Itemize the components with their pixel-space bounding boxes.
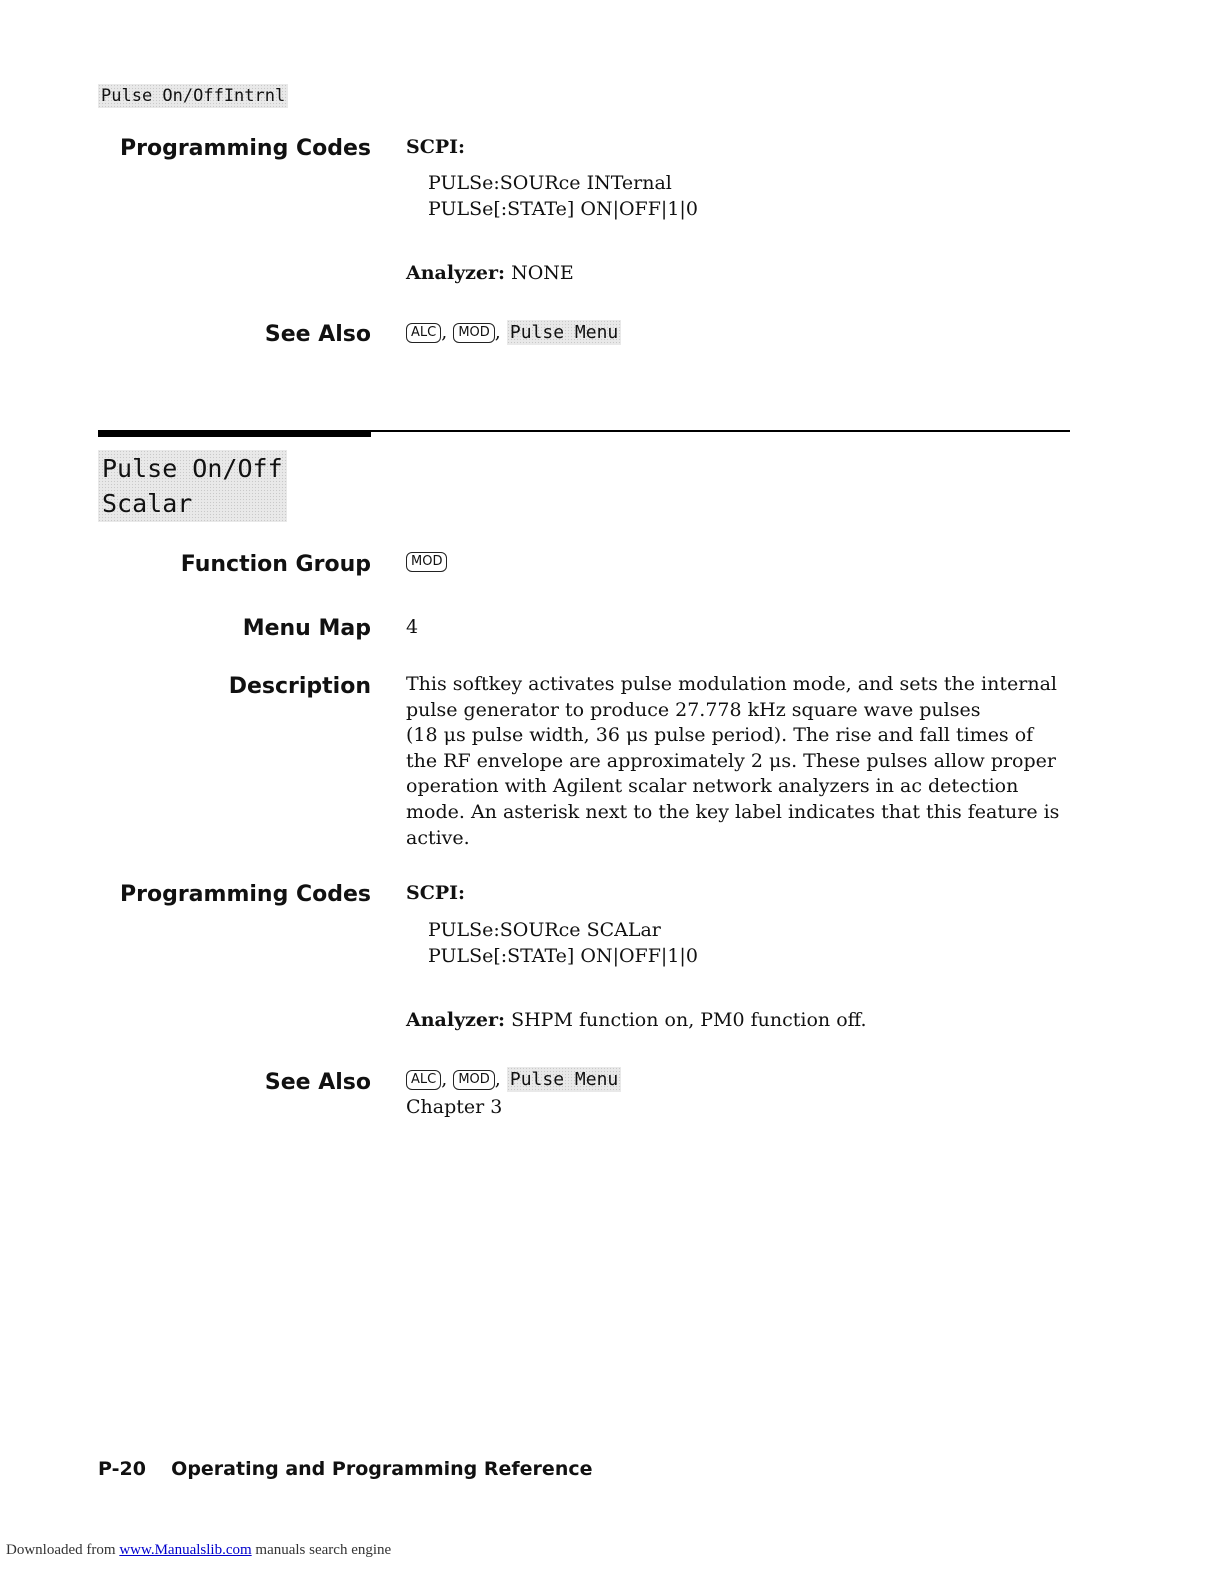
description-line: operation with Agilent scalar network analyzers in ac detection — [406, 775, 1019, 798]
manualslib-link[interactable]: www.Manualslib.com — [119, 1542, 252, 1558]
page-footer — [98, 1458, 593, 1480]
programming-codes-label: Programming Codes — [119, 882, 371, 907]
section-divider-thick — [98, 430, 371, 437]
description-text — [406, 672, 1066, 851]
see-also-refs: ALC , MOD , Pulse Menu — [406, 1067, 621, 1092]
footer-title: Operating and Programming Reference — [171, 1458, 593, 1480]
analyzer-label: Analyzer: — [406, 1009, 506, 1031]
function-group-label: Function Group — [180, 552, 371, 577]
see-also-chapter: Chapter 3 — [406, 1096, 503, 1118]
description-line: (18 μs pulse width, 36 μs pulse period). The rise and fall times of — [406, 724, 1034, 747]
programming-codes-label: Programming Codes — [119, 136, 371, 161]
softkey-pulse-on-off-scalar — [98, 450, 287, 522]
mod-key: MOD — [453, 323, 494, 343]
download-suffix: manuals search engine — [255, 1542, 392, 1558]
analyzer-line — [406, 1009, 867, 1031]
description-line: active. — [406, 826, 470, 849]
see-also-label: See Also — [264, 1070, 371, 1095]
download-note — [6, 1542, 391, 1559]
mod-key: MOD — [453, 1070, 494, 1090]
pulse-menu-softkey: Pulse Menu — [507, 1067, 621, 1092]
analyzer-line — [406, 262, 574, 284]
download-prefix: Downloaded from — [6, 1542, 116, 1558]
description-label: Description — [228, 674, 371, 699]
scpi-line: PULSe[:STATe] ON|OFF|1|0 — [428, 945, 698, 967]
menu-map-label: Menu Map — [242, 616, 371, 641]
scpi-line: PULSe[:STATe] ON|OFF|1|0 — [428, 198, 698, 220]
alc-key: ALC — [406, 323, 441, 343]
softkey-pulse-on-off-intrnl: Pulse On/OffIntrnl — [98, 84, 288, 108]
analyzer-value: NONE — [511, 262, 574, 284]
analyzer-label: Analyzer: — [406, 262, 506, 284]
see-also-refs: ALC , MOD , Pulse Menu — [406, 320, 621, 345]
scpi-line: PULSe:SOURce SCALar — [428, 919, 661, 941]
see-also-label: See Also — [264, 322, 371, 347]
menu-map-value: 4 — [406, 616, 419, 638]
pulse-menu-softkey: Pulse Menu — [507, 320, 621, 345]
function-group-value — [406, 550, 447, 572]
scpi-label: SCPI: — [406, 882, 466, 904]
softkey-line: Scalar — [102, 489, 193, 518]
alc-key: ALC — [406, 1070, 441, 1090]
analyzer-value: SHPM function on, PM0 function off. — [511, 1009, 867, 1031]
description-line: This softkey activates pulse modulation mode, and sets the internal — [406, 673, 1057, 695]
softkey-line: Pulse On/Off — [102, 454, 283, 483]
section-divider-thin — [371, 430, 1070, 432]
description-line: pulse generator to produce 27.778 kHz square wave pulses — [406, 698, 981, 721]
scpi-line: PULSe:SOURce INTernal — [428, 172, 672, 194]
description-line: mode. An asterisk next to the key label indicates that this feature is — [406, 800, 1060, 823]
mod-key: MOD — [406, 552, 447, 572]
page-number: P-20 — [98, 1458, 146, 1480]
scpi-label: SCPI: — [406, 136, 466, 158]
description-line: the RF envelope are approximately 2 μs. These pulses allow proper — [406, 749, 1056, 772]
